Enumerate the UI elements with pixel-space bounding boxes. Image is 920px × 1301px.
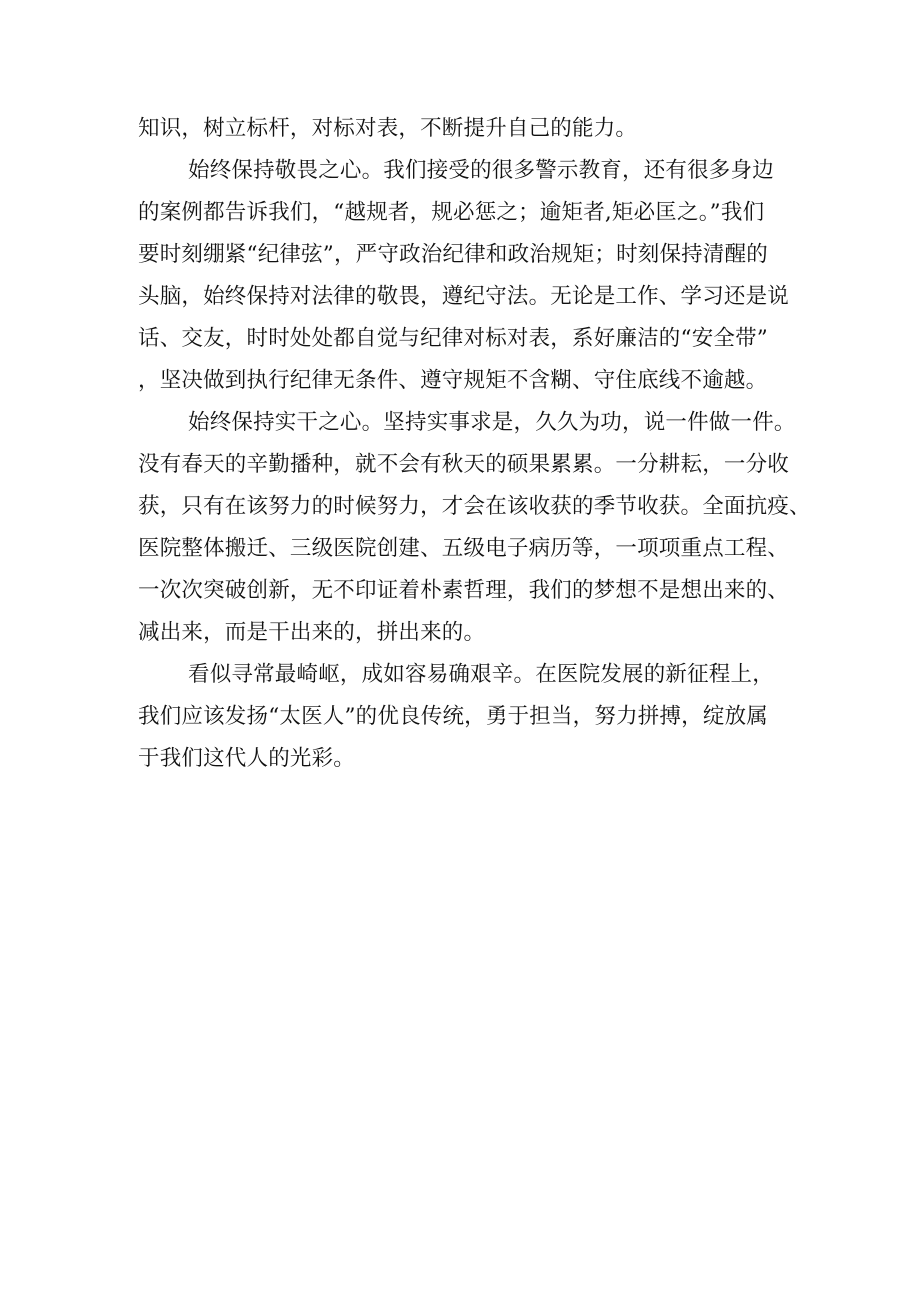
paragraph-line: 知识，树立标杆，对标对表，不断提升自己的能力。 [138, 116, 638, 141]
paragraph-line: ，坚决做到执行纪律无条件、遵守规矩不含糊、守住底线不逾越。 [138, 368, 768, 393]
paragraph-line: 于我们这代人的光彩。 [138, 746, 356, 771]
paragraph-line: 获，只有在该努力的时候努力，才会在该收获的季节收获。全面抗疫、 [138, 494, 811, 519]
paragraph-line: 医院整体搬迁、三级医院创建、五级电子病历等，一项项重点工程、 [138, 536, 790, 561]
paragraph-4 [138, 654, 788, 780]
paragraph-line: 始终保持实干之心。坚持实事求是，久久为功，说一件做一件。 [188, 410, 796, 435]
paragraph-line: 一次次突破创新，无不印证着朴素哲理，我们的梦想不是想出来的、 [138, 578, 790, 603]
paragraph-3 [138, 402, 811, 654]
paragraph-line: 的案例都告诉我们，“越规者，规必惩之；逾矩者,矩必匡之。”我们 [138, 200, 765, 225]
paragraph-line: 头脑，始终保持对法律的敬畏，遵纪守法。无论是工作、学习还是说 [138, 284, 790, 309]
paragraph-line: 减出来，而是干出来的，拼出来的。 [138, 620, 486, 645]
paragraph-line: 没有春天的辛勤播种，就不会有秋天的硕果累累。一分耕耘，一分收 [138, 452, 790, 477]
paragraph-1 [138, 108, 788, 150]
paragraph-line: 要时刻绷紧“纪律弦”，严守政治纪律和政治规矩；时刻保持清醒的 [138, 242, 768, 267]
paragraph-2 [138, 150, 788, 402]
paragraph-line: 我们应该发扬“太医人”的优良传统，勇于担当，努力拼搏，绽放属 [138, 704, 768, 729]
paragraph-line: 始终保持敬畏之心。我们接受的很多警示教育，还有很多身边 [188, 158, 774, 183]
paragraph-line: 看似寻常最崎岖，成如容易确艰辛。在医院发展的新征程上， [188, 662, 774, 687]
document-body [138, 108, 811, 780]
paragraph-line: 话、交友，时时处处都自觉与纪律对标对表，系好廉洁的“安全带” [138, 326, 768, 351]
